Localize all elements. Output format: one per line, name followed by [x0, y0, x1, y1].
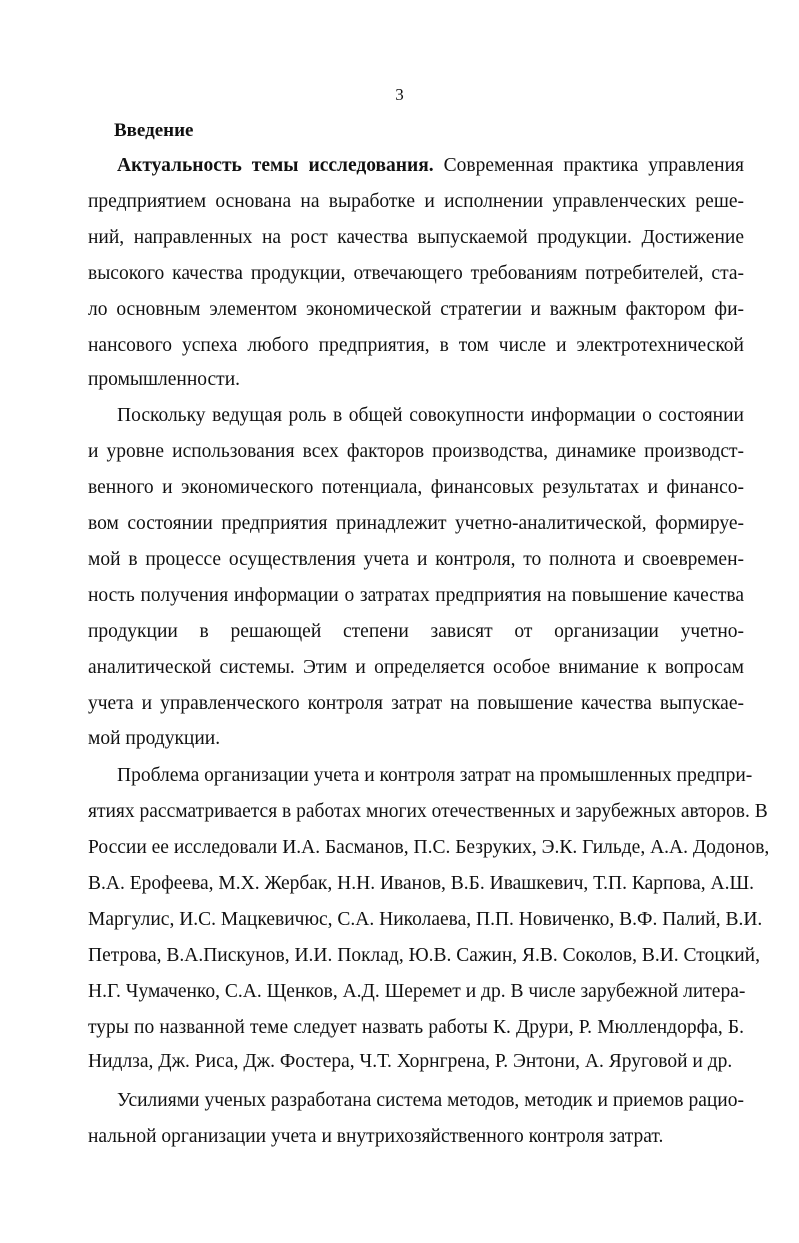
paragraph-1-line-7: промышленности.: [88, 369, 241, 390]
paragraph-3-line-2: ятиях рассматривается в работах многих отечественных и зарубежных авторов. В: [88, 801, 768, 822]
paragraph-2-line-5: мой в процессе осуществления учета и контроля, то полнота и своевремен-: [88, 549, 744, 570]
paragraph-2-line-2: и уровне использования всех факторов производства, динамике производст-: [88, 441, 744, 462]
paragraph-3-line-1: Проблема организации учета и контроля затрат на промышленных предпри-: [117, 765, 753, 786]
paragraph-3-line-5: Маргулис, И.С. Мацкевичюс, С.А. Николаева, П.П. Новиченко, В.Ф. Палий, В.И.: [88, 909, 763, 930]
paragraph-1-line-1-text: Современная практика управления: [433, 155, 744, 176]
paragraph-2-line-4: вом состоянии предприятия принадлежит учетно-аналитической, формируе-: [88, 513, 744, 534]
paragraph-3-line-8: туры по названной теме следует назвать работы К. Друри, Р. Мюллендорфа, Б.: [88, 1017, 744, 1038]
paragraph-1-line-6: нансового успеха любого предприятия, в том числе и электротехнической: [88, 335, 744, 356]
paragraph-1-line-2: предприятием основана на выработке и исполнении управленческих реше-: [88, 191, 744, 212]
paragraph-4-line-1: Усилиями ученых разработана система методов, методик и приемов рацио-: [117, 1090, 744, 1111]
paragraph-2-line-9: учета и управленческого контроля затрат на повышение качества выпускае-: [88, 693, 744, 714]
section-heading: Введение: [114, 120, 194, 141]
paragraph-2-line-10: мой продукции.: [88, 728, 221, 749]
paragraph-3-line-7: Н.Г. Чумаченко, С.А. Щенков, А.Д. Шеремет и др. В числе зарубежной литера-: [88, 981, 746, 1002]
paragraph-2-line-8: аналитической системы. Этим и определяется особое внимание к вопросам: [88, 657, 744, 678]
paragraph-3-line-6: Петрова, В.А.Пискунов, И.И. Поклад, Ю.В. Сажин, Я.В. Соколов, В.И. Стоцкий,: [88, 945, 760, 966]
paragraph-3-line-4: В.А. Ерофеева, М.Х. Жербак, Н.Н. Иванов, В.Б. Ивашкевич, Т.П. Карпова, А.Ш.: [88, 873, 755, 894]
paragraph-1-line-4: высокого качества продукции, отвечающего требованиям потребителей, ста-: [88, 263, 744, 284]
paragraph-2-line-6: ность получения информации о затратах предприятия на повышение качества: [88, 585, 744, 606]
paragraph-4-line-2: нальной организации учета и внутрихозяйственного контроля затрат.: [88, 1126, 664, 1147]
paragraph-1-lead: Актуальность темы исследования.: [117, 155, 434, 176]
page-number: 3: [395, 85, 404, 104]
paragraph-3-line-3: России ее исследовали И.А. Басманов, П.С. Безруких, Э.К. Гильде, А.А. Додонов,: [88, 837, 770, 858]
paragraph-2-line-3: венного и экономического потенциала, финансовых результатах и финансо-: [88, 477, 744, 498]
paragraph-2-line-1: Поскольку ведущая роль в общей совокупности информации о состоянии: [117, 405, 744, 426]
paragraph-2-line-7: продукции в решающей степени зависят от организации учетно-: [88, 621, 744, 642]
paragraph-1-line-5: ло основным элементом экономической стратегии и важным фактором фи-: [88, 299, 744, 320]
paragraph-3-line-9: Нидлза, Дж. Риса, Дж. Фостера, Ч.Т. Хорнгрена, Р. Энтони, А. Яруговой и др.: [88, 1051, 733, 1072]
paragraph-1-line-1: [117, 154, 744, 178]
paragraph-1-line-3: ний, направленных на рост качества выпускаемой продукции. Достижение: [88, 227, 744, 248]
